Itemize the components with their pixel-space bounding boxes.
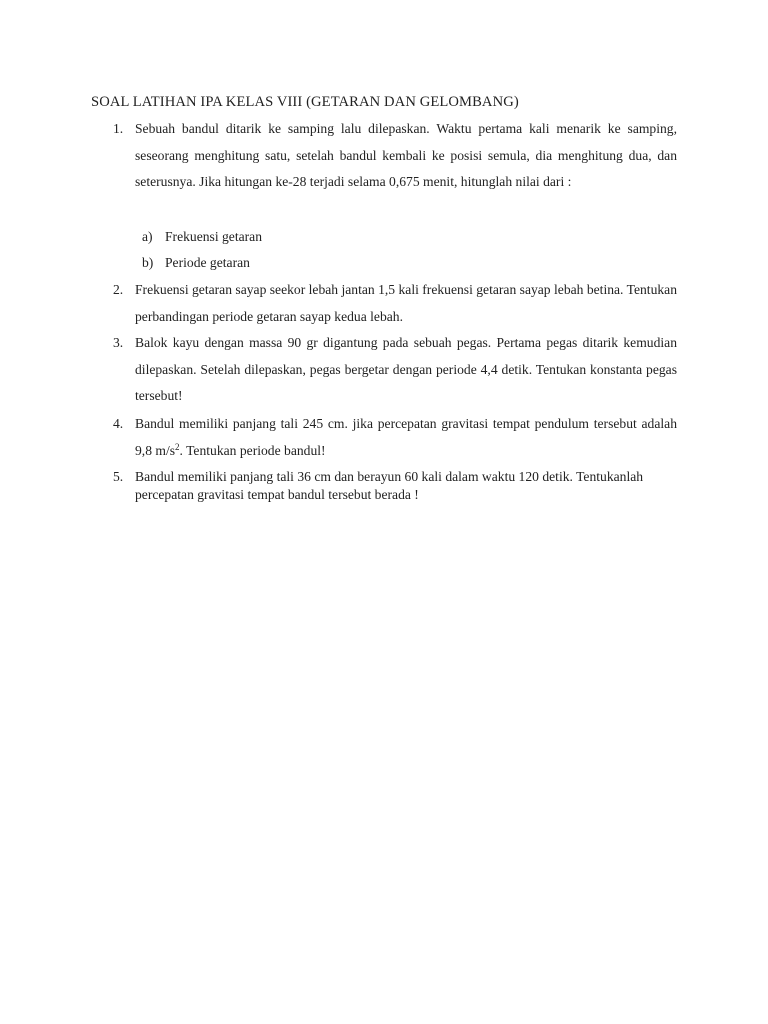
question-number: 5. bbox=[113, 469, 124, 484]
question-number: 2. bbox=[113, 282, 124, 297]
sub-item-letter: b) bbox=[142, 255, 154, 270]
page-title: SOAL LATIHAN IPA KELAS VIII (GETARAN DAN GELOMBANG) bbox=[91, 94, 519, 110]
question-text: Sebuah bandul ditarik ke samping lalu dilepaskan. Waktu pertama kali menarik ke samping, seseorang menghitung satu, setelah bandul kembali ke posisi semula, dia menghitung dua, dan seterusnya. Jika hitungan ke-28 terjadi selama 0,675 menit, hitunglah nilai dari : bbox=[135, 121, 677, 190]
sub-item-text: Frekuensi getaran bbox=[165, 229, 263, 244]
question-text bbox=[135, 411, 677, 464]
question-number: 3. bbox=[113, 335, 124, 350]
sub-item-letter: a) bbox=[142, 229, 153, 244]
question-text-part: . Tentukan periode bandul! bbox=[179, 442, 326, 458]
question-text: Bandul memiliki panjang tali 36 cm dan berayun 60 kali dalam waktu 120 detik. Tentukanlah percepatan gravitasi tempat bandul tersebut berada ! bbox=[135, 469, 644, 502]
question-text-part: Bandul memiliki panjang tali 245 cm. jika percepatan gravitasi tempat pendulum tersebut adalah 9,8 m/s bbox=[135, 416, 677, 458]
sub-item-text: Periode getaran bbox=[165, 255, 250, 270]
superscript-exponent: 2 bbox=[175, 441, 180, 452]
question-text: Balok kayu dengan massa 90 gr digantung pada sebuah pegas. Pertama pegas ditarik kemudian dilepaskan. Setelah dilepaskan, pegas bergetar dengan periode 4,4 detik. Tentukan konstanta pegas tersebut! bbox=[135, 335, 677, 404]
question-number: 4. bbox=[113, 416, 124, 431]
question-number: 1. bbox=[113, 121, 124, 136]
question-text: Frekuensi getaran sayap seekor lebah jantan 1,5 kali frekuensi getaran sayap lebah betina. Tentukan perbandingan periode getaran sayap kedua lebah. bbox=[135, 282, 677, 324]
